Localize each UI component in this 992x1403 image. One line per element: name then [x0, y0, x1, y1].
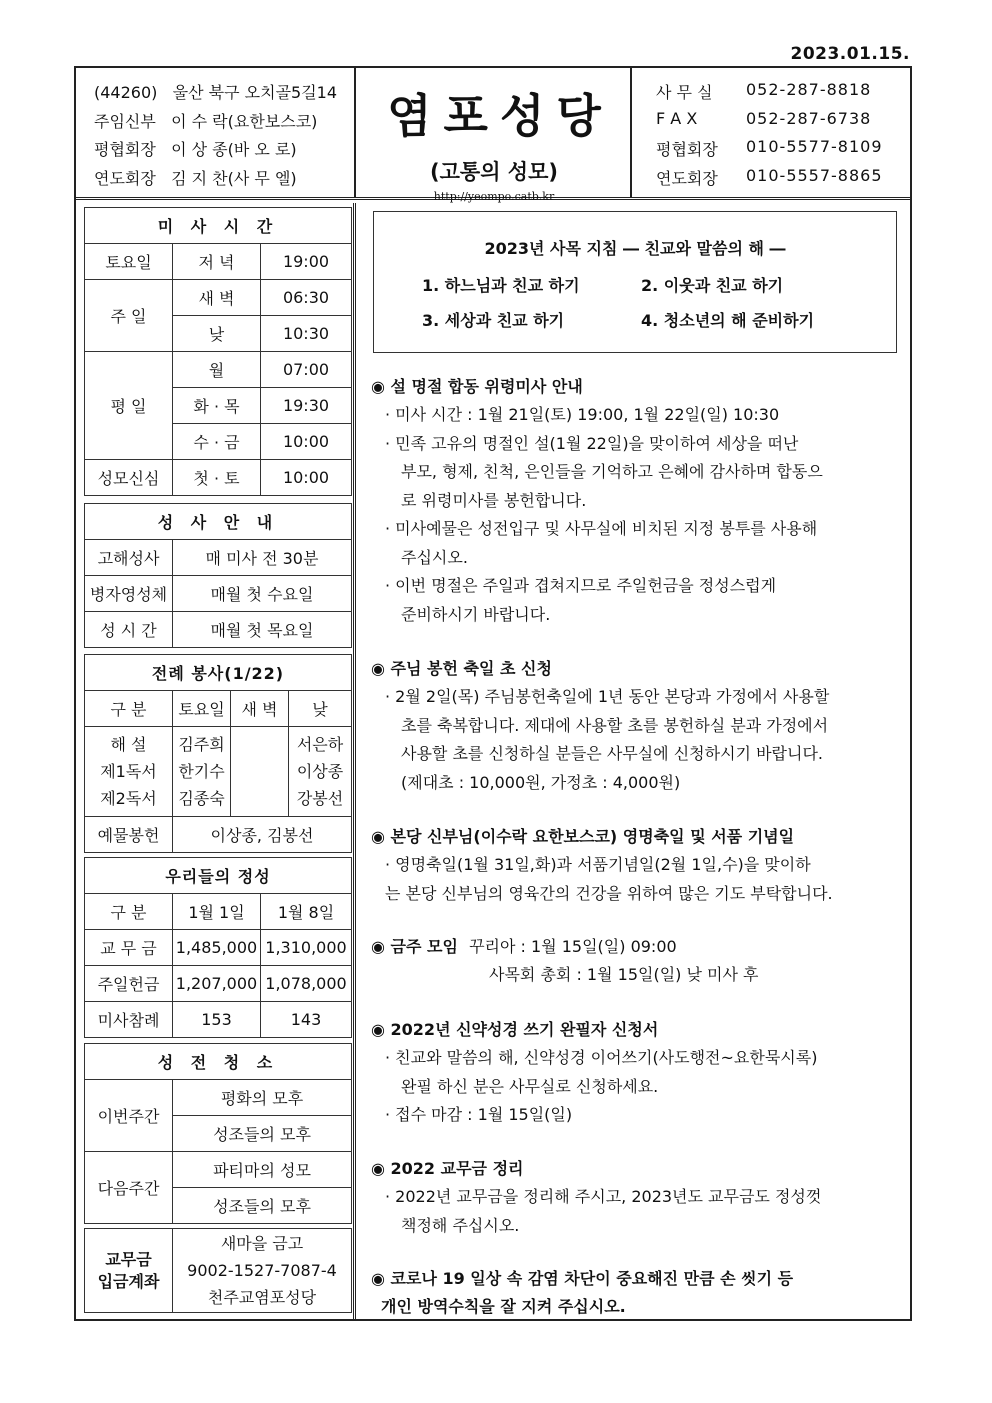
bank-name: 새마을 금고	[220, 1234, 304, 1253]
notice-bible-writing	[371, 1016, 903, 1130]
bulletin-date: 2023.01.15.	[790, 44, 910, 64]
notice-line: · 민족 고유의 명절인 설(1월 22일)을 맞이하여 세상을 떠난	[385, 433, 799, 453]
pastor-name: 이 수 락(요한보스코)	[171, 111, 318, 131]
role: 제1독서	[100, 762, 157, 781]
server: 서은하	[296, 735, 344, 754]
meeting-line: 꾸리아 : 1월 15일(일) 09:00	[469, 937, 677, 956]
offerings-label: 교 무 금	[85, 930, 173, 966]
sunday-slot: 낮	[173, 316, 261, 352]
offerings-header: 1월 1일	[173, 894, 261, 930]
weekday-slot: 월	[173, 352, 261, 388]
liturgy-header: 새 벽	[231, 691, 289, 727]
notice-line: 주십시오.	[401, 547, 468, 567]
address: 울산 북구 오치골5길14	[172, 83, 338, 102]
offerings-value: 1,485,000	[173, 930, 261, 966]
prayer-name: 김 지 찬(사 무 엘)	[171, 168, 297, 188]
server: 강봉선	[296, 789, 344, 808]
account-label-line: 교무금	[105, 1249, 152, 1269]
weekday-time: 07:00	[261, 352, 352, 388]
role: 제2독서	[100, 789, 157, 808]
cleaning-group: 평화의 모후	[173, 1080, 352, 1116]
server	[231, 785, 288, 812]
sacrament-value: 매월 첫 수요일	[173, 576, 352, 612]
notice-title: ◉ 2022년 신약성경 쓰기 완필자 신청서	[371, 1020, 659, 1039]
notice-line: 로 위령미사를 봉헌합니다.	[401, 490, 587, 510]
policy-item: 3. 세상과 친교 하기	[422, 311, 565, 330]
this-week-label: 이번주간	[85, 1080, 173, 1152]
notice-title: ◉ 설 명절 합동 위령미사 안내	[371, 377, 583, 396]
server	[231, 758, 288, 785]
pastor-label: 주임신부	[94, 111, 156, 131]
liturgy-header: 구 분	[85, 691, 173, 727]
marian-time: 10:00	[261, 460, 352, 496]
contact-row	[656, 80, 910, 109]
role: 해 설	[110, 735, 147, 754]
sunday-slot: 새 벽	[173, 280, 261, 316]
notice-line: 완필 하신 분은 사무실로 신청하세요.	[401, 1076, 659, 1096]
postal-code: (44260)	[94, 83, 158, 102]
notice-line: · 이번 명절은 주일과 겹쳐지므로 주일헌금을 정성스럽게	[385, 576, 777, 595]
offerings-value: 1,310,000	[261, 930, 352, 966]
notice-line: 초를 축복합니다. 제대에 사용할 초를 봉헌하실 분과 가정에서	[401, 715, 829, 735]
notice-title: ◉ 2022 교무금 정리	[371, 1159, 524, 1178]
sunday-time: 10:30	[261, 316, 352, 352]
notice-line: · 접수 마감 : 1월 15일(일)	[385, 1105, 573, 1124]
contact-label: F A X	[656, 108, 698, 128]
notice-line: 사용할 초를 신청하실 분들은 사무실에 신청하시기 바랍니다.	[401, 744, 824, 763]
parish-url[interactable]: http://yeompo.catb.kr	[433, 190, 555, 203]
notice-title: ◉ 금주 모임	[371, 937, 458, 956]
notice-line: · 미사예물은 성전입구 및 사무실에 비치된 지정 봉투를 사용해	[385, 519, 818, 538]
saturday-label: 토요일	[85, 244, 173, 280]
server: 이상종	[296, 762, 344, 781]
sacrament-table	[84, 503, 352, 648]
liturgy-noon	[289, 727, 352, 817]
mass-schedule-title: 미 사 시 간	[85, 208, 352, 244]
sunday-time: 06:30	[261, 280, 352, 316]
main-content	[359, 203, 910, 1319]
contact-row	[656, 166, 910, 195]
server: 한기수	[178, 762, 225, 781]
weekday-time: 10:00	[261, 424, 352, 460]
liturgy-roles	[85, 727, 173, 817]
contact-info	[634, 68, 910, 197]
liturgy-service-table	[84, 654, 352, 853]
notice-title: ◉ 본당 신부님(이수락 요한보스코) 영명축일 및 서품 기념일	[371, 827, 795, 846]
contact-row	[656, 137, 910, 166]
sacrament-value: 매 미사 전 30분	[173, 540, 352, 576]
notice-line: · 2월 2일(목) 주님봉헌축일에 1년 동안 본당과 가정에서 사용할	[385, 687, 830, 706]
server: 김종숙	[178, 789, 225, 808]
liturgy-header: 낮	[289, 691, 352, 727]
notice-line: (제대초 : 10,000원, 가정초 : 4,000원)	[401, 772, 681, 792]
offerings-label: 미사참례	[85, 1002, 173, 1038]
notice-candle-request	[371, 655, 903, 797]
policy-item: 1. 하느님과 친교 하기	[422, 276, 580, 295]
offering-label: 예물봉헌	[85, 817, 173, 853]
next-week-label: 다음주간	[85, 1152, 173, 1224]
notice-title: 개인 방역수칙을 잘 지켜 주십시오.	[381, 1297, 626, 1316]
notice-title: ◉ 주님 봉헌 축일 초 신청	[371, 659, 552, 678]
notice-title: ◉ 코로나 19 일상 속 감염 차단이 중요해진 만큼 손 씻기 등	[371, 1269, 794, 1288]
contact-row	[656, 109, 910, 138]
left-sidebar	[76, 203, 356, 1319]
bulletin-frame	[74, 66, 912, 1321]
notice-line: · 친교와 말씀의 해, 신약성경 이어쓰기(사도행전~요한묵시록)	[385, 1048, 818, 1067]
sacrament-value: 매월 첫 목요일	[173, 612, 352, 648]
policy-item: 4. 청소년의 해 준비하기	[641, 311, 815, 330]
account-holder: 천주교염포성당	[207, 1288, 317, 1307]
saturday-slot: 저 녁	[173, 244, 261, 280]
notice-meetings	[371, 933, 903, 990]
weekday-label: 평 일	[85, 352, 173, 460]
council-label: 평협회장	[94, 140, 156, 159]
notice-covid	[371, 1265, 903, 1321]
parish-subtitle: (고통의 성모)	[430, 160, 558, 184]
marian-label: 성모신심	[85, 460, 173, 496]
server	[231, 731, 288, 758]
info-row-prayer	[94, 166, 354, 195]
sacrament-title: 성 사 안 내	[85, 504, 352, 540]
weekday-slot: 화 · 목	[173, 388, 261, 424]
contact-value: 010-5557-8865	[746, 165, 883, 185]
contact-value: 010-5577-8109	[746, 137, 883, 156]
offerings-value: 1,207,000	[173, 966, 261, 1002]
sacrament-label: 성 시 간	[85, 612, 173, 648]
offerings-value: 153	[173, 1002, 261, 1038]
account-number: 9002-1527-7087-4	[187, 1261, 337, 1280]
contact-label: 연도회장	[656, 168, 718, 188]
liturgy-saturday	[173, 727, 231, 817]
header	[76, 68, 910, 203]
contact-value: 052-287-6738	[746, 108, 872, 128]
cleaning-table	[84, 1043, 352, 1224]
cleaning-title: 성 전 청 소	[85, 1044, 352, 1080]
prayer-label: 연도회장	[94, 168, 156, 188]
offering-value: 이상종, 김봉선	[173, 817, 352, 853]
pastoral-policy-box	[373, 211, 897, 353]
policy-item: 2. 이웃과 친교 하기	[641, 276, 784, 295]
liturgy-title: 전례 봉사(1/22)	[85, 655, 352, 691]
notice-line: · 2022년 교무금을 정리해 주시고, 2023년도 교무금도 정성껏	[385, 1187, 822, 1206]
notice-line: · 미사 시간 : 1월 21일(토) 19:00, 1월 22일(일) 10:30	[385, 405, 780, 424]
contact-value: 052-287-8818	[746, 80, 872, 99]
offerings-value: 143	[261, 1002, 352, 1038]
notice-memorial-mass	[371, 373, 903, 629]
offerings-table	[84, 857, 352, 1038]
liturgy-header: 토요일	[173, 691, 231, 727]
offerings-value: 1,078,000	[261, 966, 352, 1002]
council-name: 이 상 종(바 오 로)	[171, 140, 297, 159]
liturgy-dawn	[231, 727, 289, 817]
meeting-line: 사목회 총회 : 1월 15일(일) 낮 미사 후	[489, 965, 759, 984]
cleaning-group: 파티마의 성모	[173, 1152, 352, 1188]
notice-title-row	[371, 933, 903, 961]
mass-schedule-table	[84, 207, 352, 496]
info-row-council	[94, 137, 354, 166]
marian-slot: 첫 · 토	[173, 460, 261, 496]
server: 김주희	[178, 735, 225, 754]
parish-title: 염포성당	[387, 89, 613, 143]
sunday-label: 주 일	[85, 280, 173, 352]
notice-dues	[371, 1155, 903, 1240]
contact-label: 평협회장	[656, 140, 718, 159]
saturday-time: 19:00	[261, 244, 352, 280]
info-row-address	[94, 80, 354, 109]
cleaning-group: 성조들의 모후	[173, 1116, 352, 1152]
policy-items	[422, 273, 860, 331]
notice-line: 준비하시기 바랍니다.	[401, 604, 551, 624]
policy-title: 2023년 사목 지침 ― 친교와 말씀의 해 ―	[484, 239, 786, 258]
offerings-title: 우리들의 정성	[85, 858, 352, 894]
weekday-slot: 수 · 금	[173, 424, 261, 460]
offerings-label: 주일헌금	[85, 966, 173, 1002]
info-row-pastor	[94, 109, 354, 138]
notice-line: 책정해 주십시오.	[401, 1215, 520, 1235]
account-details	[173, 1229, 352, 1313]
sacrament-label: 고해성사	[85, 540, 173, 576]
notice-line: 는 본당 신부님의 영육간의 건강을 위하여 많은 기도 부탁합니다.	[385, 883, 833, 903]
parish-title-block	[358, 68, 632, 203]
weekday-time: 19:30	[261, 388, 352, 424]
contact-label: 사 무 실	[656, 83, 713, 102]
offerings-header: 1월 8일	[261, 894, 352, 930]
parish-info	[76, 68, 356, 197]
sacrament-label: 병자영성체	[85, 576, 173, 612]
account-label	[85, 1229, 173, 1313]
account-table	[84, 1228, 352, 1313]
offerings-header: 구 분	[85, 894, 173, 930]
account-label-line: 입금계좌	[97, 1271, 160, 1291]
notice-feast-day	[371, 823, 903, 908]
notice-line: · 영명축일(1월 31일,화)과 서품기념일(2월 1일,수)을 맞이하	[385, 855, 811, 874]
cleaning-group: 성조들의 모후	[173, 1188, 352, 1224]
notice-line: 부모, 형제, 친척, 은인들을 기억하고 은혜에 감사하며 합동으	[401, 462, 823, 481]
